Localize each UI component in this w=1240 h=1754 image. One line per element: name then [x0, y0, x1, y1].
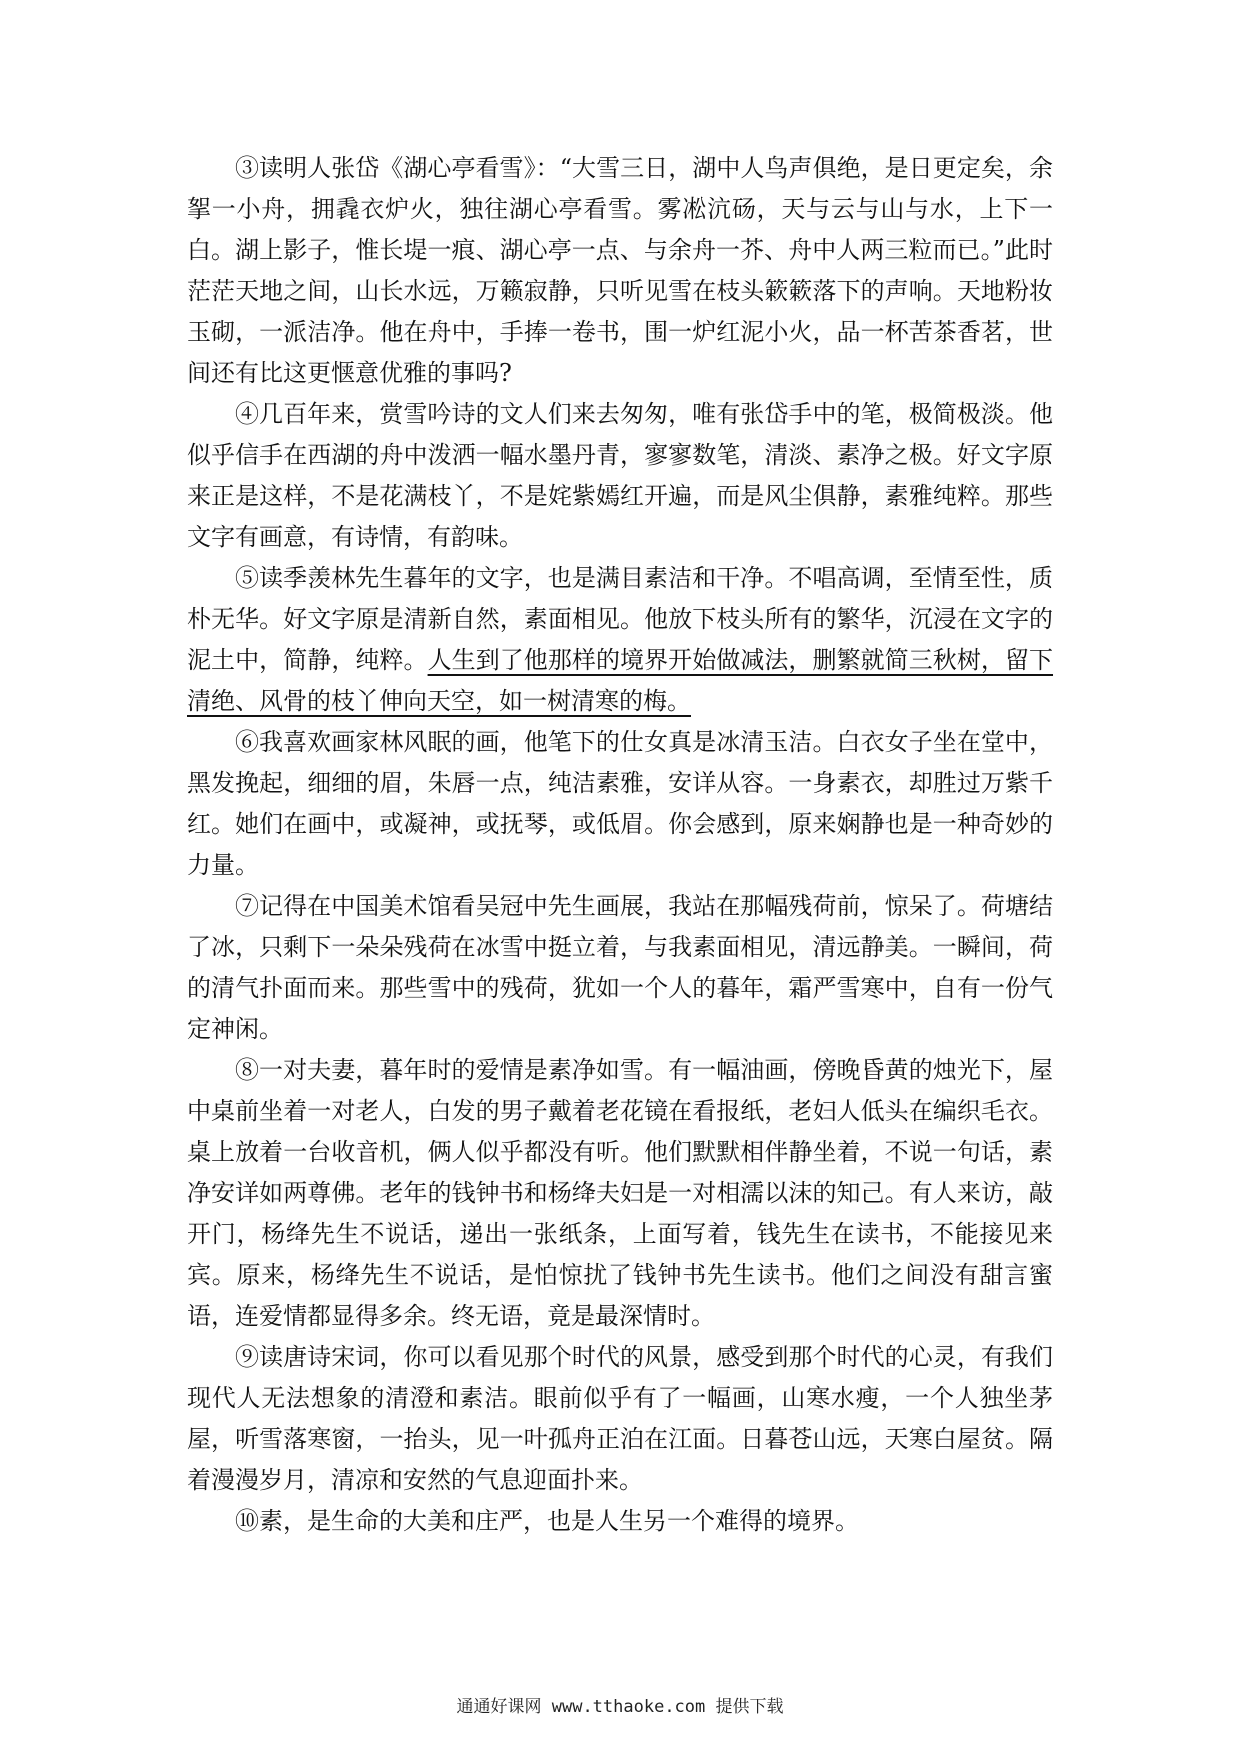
paragraph-9: ⑨读唐诗宋词，你可以看见那个时代的风景，感受到那个时代的心灵，有我们现代人无法想象的清澄和素洁。眼前似乎有了一幅画，山寒水瘦，一个人独坐茅屋，听雪落寒窗，一抬头，见一叶孤舟正泊在江面。日暮苍山远，天寒白屋贫。隔着漫漫岁月，清凉和安然的气息迎面扑来。 [187, 1343, 1053, 1494]
paragraph-4: ④几百年来，赏雪吟诗的文人们来去匆匆，唯有张岱手中的笔，极简极淡。他似乎信手在西湖的舟中泼洒一幅水墨丹青，寥寥数笔，清淡、素净之极。好文字原来正是这样，不是花满枝丫，不是姹紫嫣红开遍，而是风尘俱静，素雅纯粹。那些文字有画意，有诗情，有韵味。 [187, 400, 1053, 551]
paragraph-8: ⑧一对夫妻，暮年时的爱情是素净如雪。有一幅油画，傍晚昏黄的烛光下，屋中桌前坐着一对老人，白发的男子戴着老花镜在看报纸，老妇人低头在编织毛衣。桌上放着一台收音机，俩人似乎都没有听。他们默默相伴静坐着，不说一句话，素净安详如两尊佛。老年的钱钟书和杨绛夫妇是一对相濡以沫的知己。有人来访，敲开门，杨绛先生不说话，递出一张纸条，上面写着，钱先生在读书，不能接见来宾。原来，杨绛先生不说话，是怕惊扰了钱钟书先生读书。他们之间没有甜言蜜语，连爱情都显得多余。终无语，竟是最深情时。 [187, 1056, 1053, 1330]
paragraph-7: ⑦记得在中国美术馆看吴冠中先生画展，我站在那幅残荷前，惊呆了。荷塘结了冰，只剩下一朵朵残荷在冰雪中挺立着，与我素面相见，清远静美。一瞬间，荷的清气扑面而来。那些雪中的残荷，犹如一个人的暮年，霜严雪寒中，自有一份气定神闲。 [187, 892, 1053, 1043]
article-body [187, 148, 1053, 1542]
underlined-sentence: 人生到了他那样的境界开始做减法，删繁就简三秋树，留下清绝、风骨的枝丫伸向天空，如一树清寒的梅。 [187, 646, 1054, 715]
paragraph-6: ⑥我喜欢画家林风眠的画，他笔下的仕女真是冰清玉洁。白衣女子坐在堂中，黑发挽起，细细的眉，朱唇一点，纯洁素雅，安详从容。一身素衣，却胜过万紫千红。她们在画中，或凝神，或抚琴，或低眉。你会感到，原来娴静也是一种奇妙的力量。 [187, 728, 1053, 879]
paragraph-5 [187, 558, 1053, 722]
paragraph-3: ③读明人张岱《湖心亭看雪》：“大雪三日，湖中人鸟声俱绝，是日更定矣，余挐一小舟，拥毳衣炉火，独往湖心亭看雪。雾凇沆砀，天与云与山与水，上下一白。湖上影子，惟长堤一痕、湖心亭一点、与余舟一芥、舟中人两三粒而已。”此时茫茫天地之间，山长水远，万籁寂静，只听见雪在枝头簌簌落下的声响。天地粉妆玉砌，一派洁净。他在舟中，手捧一卷书，围一炉红泥小火，品一杯苦茶香茗，世间还有比这更惬意优雅的事吗? [187, 154, 1053, 387]
paragraph-5-text: ⑤读季羡林先生暮年的文字，也是满目素洁和干净。不唱高调，至情至性，质朴无华。好文字原是清新自然，素面相见。他放下枝头所有的繁华，沉浸在文字的泥土中，简静，纯粹。 [187, 564, 1053, 674]
paragraph-10: ⑩素，是生命的大美和庄严，也是人生另一个难得的境界。 [235, 1507, 859, 1535]
page-footer: 通通好课网 www.tthaoke.com 提供下载 [456, 1697, 784, 1717]
